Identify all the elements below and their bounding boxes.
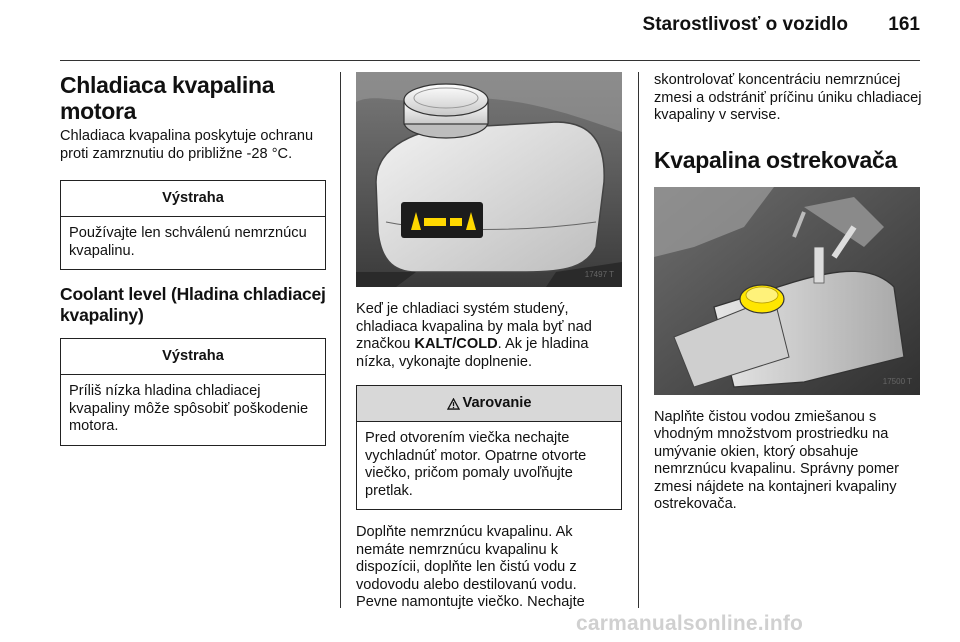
image-reference-number: 17497 T: [584, 269, 614, 279]
header-divider: [60, 60, 920, 61]
caution-box-text: Pred otvorením viečka nechajte vychladnúť motor. Opatrne otvorte viečko, pričom pomaly uvoľňujte pretlak.: [365, 430, 587, 499]
coolant-level-paragraph: Keď je chladiaci systém studený, chladiaca kvapalina by mala byť nad značkou KALT/COLD. Ak je hladina nízka, vykonajte doplnenie.: [356, 301, 592, 370]
subheading-coolant-level: Coolant level (Hladina chladiacej kvapaliny): [60, 284, 326, 325]
kalt-cold-mark: KALT/COLD: [414, 336, 498, 352]
column-divider-2: [638, 72, 639, 608]
column-1: [60, 72, 326, 460]
continued-paragraph: skontrolovať koncentráciu nemrznúcej zmesi a odstrániť príčinu úniku chladiacej kvapaliny v servise.: [654, 72, 922, 123]
column-2: [356, 72, 622, 612]
warning-box-title: Výstraha: [61, 339, 325, 375]
page-number: 161: [888, 14, 920, 35]
coolant-intro: Chladiaca kvapalina poskytuje ochranu proti zamrznutiu do približne -28 °C.: [60, 128, 314, 162]
washer-reservoir-image: [654, 187, 920, 395]
warning-box-text: Používajte len schválenú nemrznúcu kvapalinu.: [69, 225, 307, 259]
caution-box-title: Varovanie: [357, 386, 621, 422]
refill-paragraph: Doplňte nemrznúcu kvapalinu. Ak nemáte nemrznúcu kvapalinu k dispozícii, doplňte len čistú vodu z vodovodu alebo destilovanú vodu. Pevne namontujte viečko. Nechajte: [356, 524, 585, 610]
section-heading-coolant: Chladiaca kvapalina motora: [60, 72, 275, 124]
washer-fluid-paragraph: Naplňte čistou vodou zmiešanou s vhodným množstvom prostriedku na umývanie okien, ktorý obsahuje nemrznúcu kvapalinu. Správny pomer zmesi nájdete na kontajneri kvapaliny ostrekovača.: [654, 408, 899, 512]
column-divider-1: [340, 72, 341, 608]
image-reference-number: 17500 T: [882, 377, 912, 386]
caution-box: [356, 385, 622, 510]
column-3: [654, 72, 924, 514]
section-heading-washer-fluid: Kvapalina ostrekovača: [654, 146, 897, 173]
running-header-title: Starostlivosť o vozidlo: [642, 14, 848, 35]
warning-box-text: Príliš nízka hladina chladiacej kvapaliny môže spôsobiť poškodenie motora.: [69, 383, 309, 434]
watermark: carmanualsonline.info: [576, 612, 804, 635]
warning-triangle-icon: [447, 398, 460, 410]
warning-box-2: [60, 338, 326, 446]
coolant-reservoir-image: [356, 72, 622, 287]
coolant-reservoir-illustration: [356, 72, 622, 287]
warning-box-1: [60, 180, 326, 270]
warning-box-title: Výstraha: [61, 181, 325, 217]
washer-reservoir-illustration: [654, 187, 920, 395]
